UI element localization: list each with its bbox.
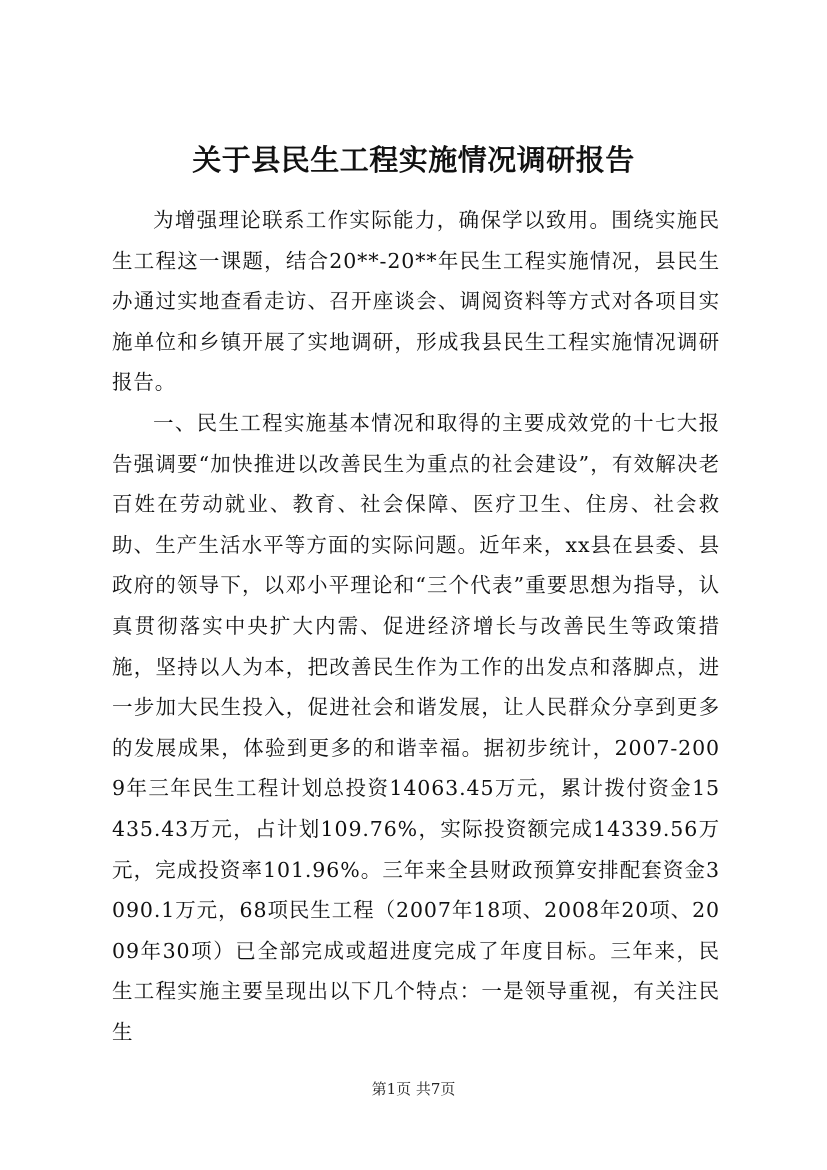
document-title: 关于县民生工程实施情况调研报告	[192, 143, 635, 177]
document-body	[112, 200, 720, 1052]
page-footer: 第1页 共7页	[371, 1080, 456, 1098]
paragraph-intro: 为增强理论联系工作实际能力，确保学以致用。围绕实施民生工程这一课题，结合20**-20**年民生工程实施情况，县民生办通过实地查看走访、召开座谈会、调阅资料等方式对各项目实施单位和乡镇开展了实地调研，形成我县民生工程实施情况调研报告。	[112, 208, 720, 395]
paragraph-section-one: 一、民生工程实施基本情况和取得的主要成效党的十七大报告强调要“加快推进以改善民生为重点的社会建设”，有效解决老百姓在劳动就业、教育、社会保障、医疗卫生、住房、社会救助、生产生活水平等方面的实际问题。近年来，xx县在县委、县政府的领导下，以邓小平理论和“三个代表”重要思想为指导，认真贯彻落实中央扩大内需、促进经济增长与改善民生等政策措施，坚持以人为本，把改善民生作为工作的出发点和落脚点，进一步加大民生投入，促进社会和谐发展，让人民群众分享到更多的发展成果，体验到更多的和谐幸福。据初步统计，2007-2009年三年民生工程计划总投资14063.45万元，累计拨付资金15435.43万元，占计划109.76%，实际投资额完成14339.56万元，完成投资率101.96%。三年来全县财政预算安排配套资金3090.1万元，68项民生工程（2007年18项、2008年20项、2009年30项）已全部完成或超进度完成了年度目标。三年来，民生工程实施主要呈现出以下几个特点：一是领导重视，有关注民生	[112, 410, 720, 1044]
